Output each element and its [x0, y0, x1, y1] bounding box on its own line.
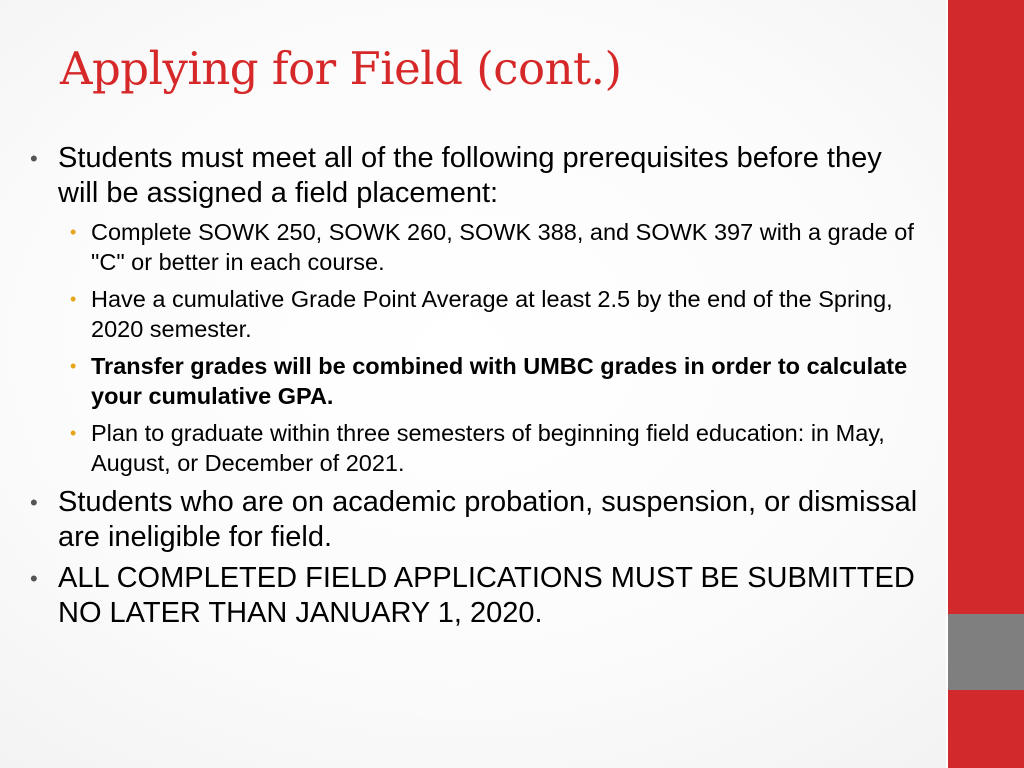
bullet-item-prerequisites: [28, 141, 928, 478]
bullet-list: [28, 141, 928, 631]
bullet-dot-icon: •: [30, 146, 38, 171]
sub-bullet-dot-icon: •: [70, 222, 77, 242]
bullet-text: Students who are on academic probation, suspension, or dismissal are ineligible for field.: [58, 486, 918, 553]
slide-title: Applying for Field (cont.): [60, 42, 622, 95]
bullet-item-deadline: [28, 561, 928, 631]
bullet-dot-icon: •: [30, 566, 38, 591]
accent-gray-block: [948, 614, 1024, 690]
sub-bullet-text: Complete SOWK 250, SOWK 260, SOWK 388, and SOWK 397 with a grade of "C" or better in each course.: [91, 219, 914, 275]
sub-bullet-item-courses: [58, 217, 928, 277]
sub-bullet-text: Plan to graduate within three semesters of beginning field education: in May, August, or December of 2021.: [91, 420, 885, 476]
sub-bullet-text: Transfer grades will be combined with UMBC grades in order to calculate your cumulative GPA.: [91, 353, 908, 409]
bullet-text: ALL COMPLETED FIELD APPLICATIONS MUST BE SUBMITTED NO LATER THAN JANUARY 1, 2020.: [58, 562, 915, 629]
accent-side-bar: [946, 0, 1024, 768]
sub-bullet-dot-icon: •: [70, 356, 77, 376]
bullet-text: Students must meet all of the following prerequisites before they will be assigned a field placement:: [58, 142, 882, 209]
sub-bullet-dot-icon: •: [70, 423, 77, 443]
sub-bullet-dot-icon: •: [70, 289, 77, 309]
bullet-dot-icon: •: [30, 490, 38, 515]
sub-bullet-item-gpa: [58, 284, 928, 344]
sub-bullet-list: [58, 217, 928, 478]
sub-bullet-item-transfer-grades: [58, 351, 928, 411]
sub-bullet-item-graduation: [58, 418, 928, 478]
bullet-item-probation: [28, 485, 928, 555]
slide-body: [28, 141, 928, 637]
sub-bullet-text: Have a cumulative Grade Point Average at least 2.5 by the end of the Spring, 2020 semester.: [91, 286, 893, 342]
